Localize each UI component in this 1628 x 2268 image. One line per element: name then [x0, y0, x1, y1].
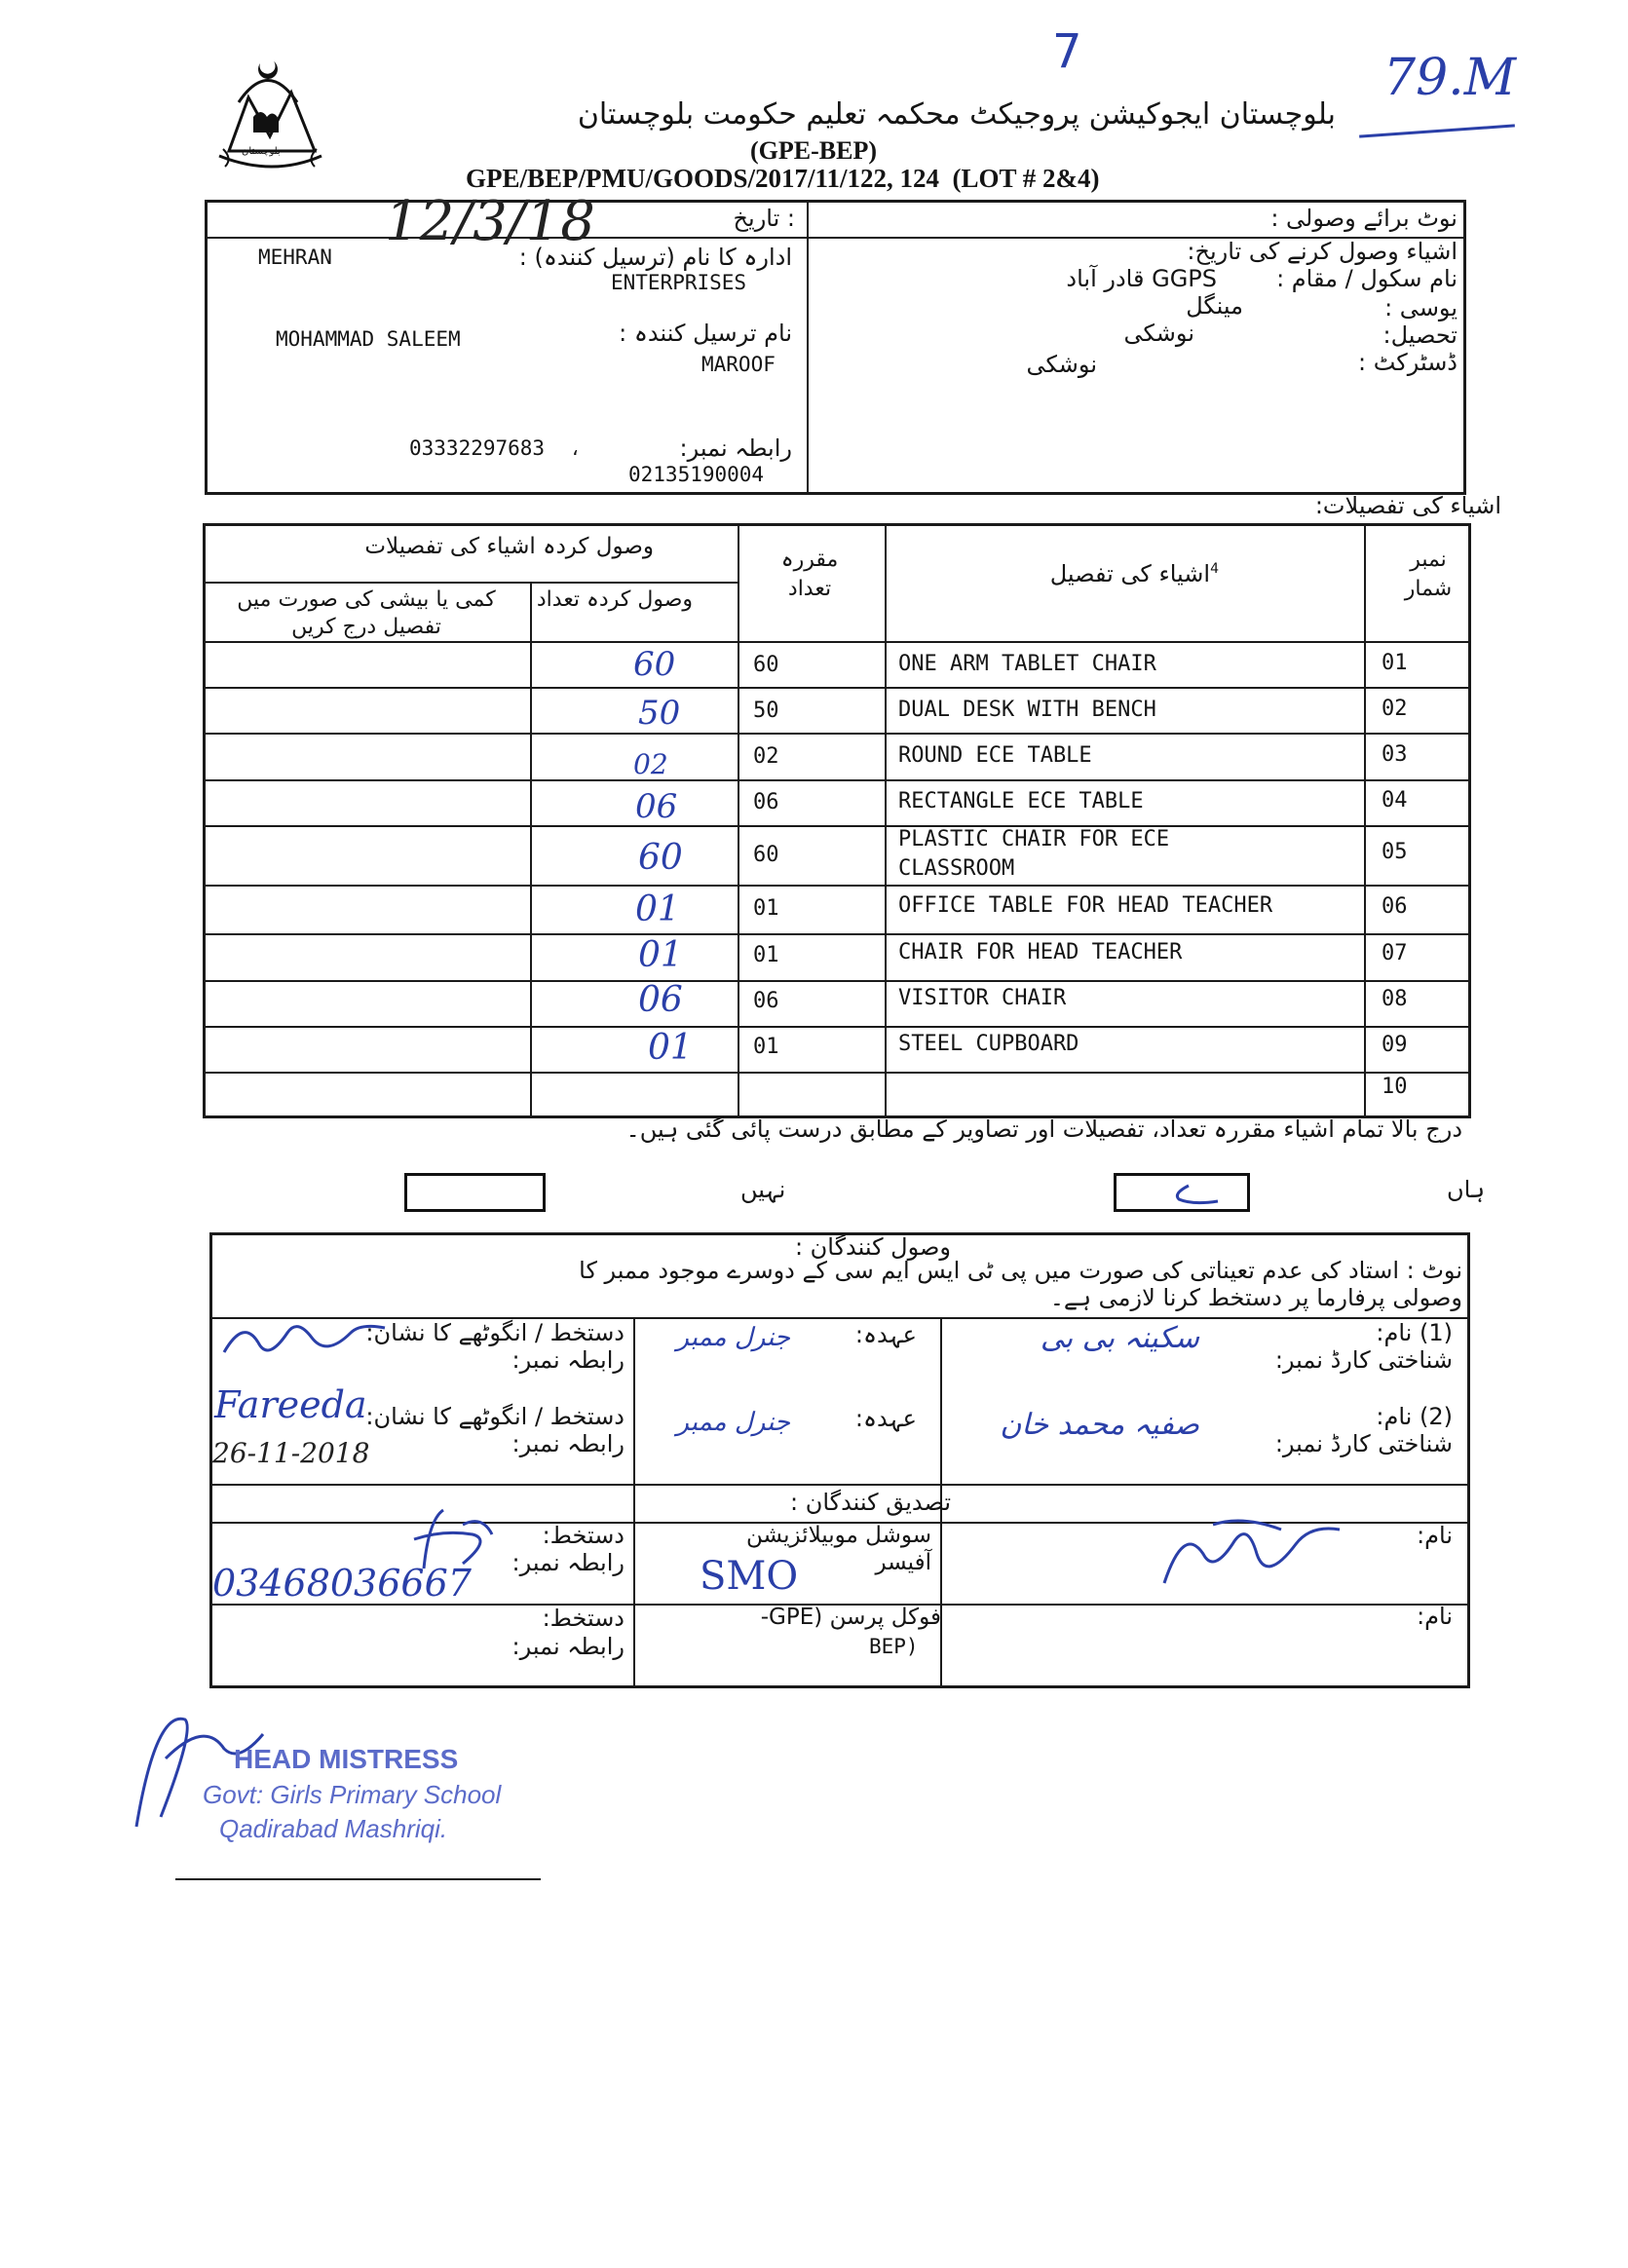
- receiver-2-signature: Fareeda: [214, 1383, 367, 1426]
- stamp-line-2: Govt: Girls Primary School: [203, 1780, 502, 1809]
- row-5-no: 05: [1382, 840, 1408, 864]
- row-2-no: 02: [1382, 697, 1408, 721]
- row-line-6: [203, 933, 1471, 935]
- receivers-title: وصول کنندگان :: [794, 1233, 951, 1261]
- receipt-divider: [807, 200, 809, 495]
- header-quantity: مقررہ تعداد: [780, 548, 839, 601]
- row-4-qty: 06: [753, 790, 779, 814]
- row-line-5: [203, 885, 1471, 887]
- sender-value-1: MOHAMMAD SALEEM: [276, 327, 461, 351]
- row-9-no: 09: [1382, 1033, 1408, 1057]
- receiver-1-post-label: عہدہ:: [854, 1321, 917, 1348]
- district-label: ڈسٹرکٹ :: [1358, 349, 1458, 376]
- urdu-title: بلوچستان ایجوکیشن پروجیکٹ محکمہ تعلیم حکومت بلوچستان: [577, 97, 1336, 132]
- row-1-qty: 60: [753, 653, 779, 677]
- row-8-received: 06: [638, 980, 683, 1020]
- row-9-received: 01: [648, 1028, 693, 1068]
- corner-note: 79.M: [1383, 49, 1516, 107]
- row-line-7: [203, 980, 1471, 982]
- sender-label: نام ترسیل کنندہ :: [619, 320, 792, 347]
- row-line-8: [203, 1026, 1471, 1028]
- org-value-2: ENTERPRISES: [611, 271, 747, 294]
- verifier-1-contact-value: 03468036667: [212, 1562, 472, 1605]
- row-4-received: 06: [635, 787, 678, 826]
- row-1-item: ONE ARM TABLET CHAIR: [898, 652, 1156, 676]
- header-description: [1050, 560, 1219, 587]
- receiver-2-sign-date: 26-11-2018: [212, 1437, 370, 1469]
- verifiers-title: تصدیق کنندگان :: [790, 1489, 951, 1516]
- row-7-received: 01: [638, 935, 683, 975]
- uc-value: مینگل: [1186, 292, 1243, 320]
- receiver-2-sign-label: دستخط / انگوٹھے کا نشان:: [365, 1403, 625, 1430]
- header-shortfall: کمی یا بیشی کی صورت میں تفصیل درج کریں: [237, 587, 496, 639]
- handwritten-date: 12/3/18: [385, 190, 595, 253]
- row-3-no: 03: [1382, 742, 1408, 767]
- verifier-1-name-signature-icon: [1155, 1515, 1349, 1603]
- row-4-item: RECTANGLE ECE TABLE: [898, 789, 1144, 813]
- row-7-item: CHAIR FOR HEAD TEACHER: [898, 940, 1183, 964]
- col-line-3: [885, 523, 887, 1118]
- verifier-2-name-label: نام:: [1417, 1603, 1453, 1630]
- checkmark-icon: [1117, 1176, 1247, 1209]
- org-label: ادارہ کا نام (ترسیل کنندہ) :: [518, 244, 792, 271]
- no-label: نہیں: [740, 1176, 786, 1203]
- row-line-1: [203, 687, 1471, 689]
- confirmation-statement: درج بالا تمام اشیاء مقررہ تعداد، تفصیلات اور تصاویر کے مطابق درست پائی گئی ہیں۔: [625, 1115, 1462, 1143]
- col-line-2: [738, 523, 739, 1118]
- contact-value-1: 03332297683 ،: [409, 436, 583, 460]
- receivers-bottom-line: [209, 1484, 1470, 1486]
- row-6-item: OFFICE TABLE FOR HEAD TEACHER: [898, 893, 1273, 918]
- contact-label: رابطہ نمبر:: [679, 435, 792, 462]
- row-2-received: 50: [638, 694, 681, 733]
- row-7-no: 07: [1382, 941, 1408, 965]
- receivers-note-line-1: نوٹ : استاد کی عدم تعیناتی کی صورت میں پی ٹی ایس ایم سی کے دوسرے موجود ممبر کا: [579, 1257, 1462, 1284]
- sender-value-2: MAROOF: [701, 353, 776, 376]
- col-line-1: [530, 582, 532, 1118]
- verifier-1-signature-icon: [395, 1500, 531, 1578]
- receiver-2-post-label: عہدہ:: [854, 1405, 917, 1432]
- row-1-received: 60: [633, 645, 676, 684]
- yes-label: ہاں: [1447, 1176, 1485, 1203]
- verifier-1-contact-label: رابطہ نمبر:: [511, 1549, 625, 1576]
- verifier-2-contact-label: رابطہ نمبر:: [511, 1633, 625, 1660]
- row-line-3: [203, 779, 1471, 781]
- stamp-underline: [175, 1878, 541, 1880]
- date-label: : تاریخ: [733, 205, 795, 232]
- yes-checkbox[interactable]: [1114, 1173, 1250, 1212]
- header-description-sup: 4: [1210, 561, 1219, 577]
- stamp-line-3: Qadirabad Mashriqi.: [219, 1814, 448, 1843]
- header-bottom-line: [203, 641, 1471, 643]
- row-7-qty: 01: [753, 943, 779, 967]
- row-9-qty: 01: [753, 1035, 779, 1059]
- row-9-item: STEEL CUPBOARD: [898, 1032, 1079, 1056]
- no-checkbox[interactable]: [404, 1173, 546, 1212]
- receivers-col-1: [633, 1317, 635, 1688]
- receiver-1-id-label: شناختی کارڈ نمبر:: [1274, 1346, 1453, 1374]
- verifier-2-role-line-1: فوکل پرسن (GPE-: [760, 1605, 941, 1630]
- school-label: نام سکول / مقام :: [1276, 265, 1458, 292]
- row-5-qty: 60: [753, 843, 779, 867]
- receiver-1-post-value: جنرل ممبر: [676, 1323, 790, 1352]
- verifier-1-name-label: نام:: [1417, 1522, 1453, 1549]
- row-6-received: 01: [635, 889, 680, 929]
- tehsil-value: نوشکی: [1123, 320, 1194, 347]
- received-date-label: اشیاء وصول کرنے کی تاریخ:: [1187, 238, 1458, 265]
- row-1-no: 01: [1382, 651, 1408, 675]
- receiver-1-name-value: سکینہ بی بی: [1040, 1321, 1199, 1355]
- row-6-no: 06: [1382, 894, 1408, 919]
- project-code: (GPE-BEP): [750, 136, 877, 165]
- school-stamp: [127, 1700, 516, 1846]
- row-8-no: 08: [1382, 987, 1408, 1011]
- receiver-2-id-label: شناختی کارڈ نمبر:: [1274, 1430, 1453, 1457]
- row-3-received: 02: [633, 748, 668, 780]
- contact-value-2: 02135190004: [628, 463, 765, 486]
- row-3-item: ROUND ECE TABLE: [898, 743, 1092, 768]
- row-5-item-line2: CLASSROOM: [898, 856, 1015, 881]
- receiver-1-sign-label: دستخط / انگوٹھے کا نشان:: [365, 1319, 625, 1346]
- receivers-note-line-2: وصولی پرفارما پر دستخط کرنا لازمی ہے۔: [1049, 1284, 1462, 1311]
- row-10-no: 10: [1382, 1075, 1408, 1099]
- logo-caption: بلوچستان: [242, 146, 281, 157]
- header-serial: نمبر شمار: [1404, 548, 1453, 601]
- verifier-1-role-value: SMO: [700, 1554, 799, 1599]
- row-line-2: [203, 733, 1471, 735]
- verifier-2-sign-label: دستخط:: [542, 1605, 625, 1632]
- group-header-line: [203, 582, 738, 584]
- receiver-1-signature-icon: [219, 1313, 395, 1372]
- page-number: 7: [1052, 24, 1082, 79]
- verifier-1-sign-label: دستخط:: [542, 1522, 625, 1549]
- row-line-4: [203, 825, 1471, 827]
- uc-label: یوسی :: [1384, 294, 1458, 321]
- header-received-qty: وصول کردہ تعداد: [536, 587, 693, 612]
- receiver-1-name-label: (1) نام:: [1376, 1319, 1453, 1346]
- row-3-qty: 02: [753, 744, 779, 769]
- receiver-2-post-value: جنرل ممبر: [676, 1408, 790, 1437]
- header-description-text: اشیاء کی تفصیل: [1049, 560, 1211, 587]
- row-6-qty: 01: [753, 896, 779, 921]
- row-5-item: PLASTIC CHAIR FOR ECE: [898, 827, 1170, 851]
- stamp-line-1: HEAD MISTRESS: [234, 1744, 459, 1774]
- tehsil-label: تحصیل:: [1382, 321, 1458, 349]
- row-4-no: 04: [1382, 788, 1408, 813]
- header-received-group: وصول کردہ اشیاء کی تفصیلات: [364, 534, 654, 559]
- district-value: نوشکی: [1026, 351, 1097, 378]
- org-value-1: MEHRAN: [258, 246, 332, 269]
- col-line-4: [1364, 523, 1366, 1118]
- verifier-1-role: سوشل موبیلائزیشن آفیسر: [746, 1523, 931, 1575]
- row-5-received: 60: [638, 838, 683, 878]
- corner-underline: [1359, 124, 1515, 137]
- row-8-item: VISITOR CHAIR: [898, 986, 1067, 1010]
- receiver-2-name-value: صفیہ محمد خان: [1000, 1408, 1199, 1442]
- receiver-2-contact-label: رابطہ نمبر:: [511, 1430, 625, 1457]
- school-value: GGPS قادر آباد: [1066, 265, 1217, 292]
- reference-number: GPE/BEP/PMU/GOODS/2017/11/122, 124 (LOT # 2&4): [466, 164, 1100, 193]
- row-line-9: [203, 1072, 1471, 1074]
- items-section-title: اشیاء کی تفصیلات:: [1314, 492, 1501, 519]
- verifier-2-role-line-2: BEP): [869, 1635, 919, 1658]
- row-8-qty: 06: [753, 989, 779, 1013]
- receipt-note-label: نوٹ برائے وصولی :: [1270, 205, 1458, 232]
- receiver-2-name-label: (2) نام:: [1376, 1403, 1453, 1430]
- receiver-1-contact-label: رابطہ نمبر:: [511, 1346, 625, 1374]
- row-2-qty: 50: [753, 699, 779, 723]
- row-2-item: DUAL DESK WITH BENCH: [898, 698, 1156, 722]
